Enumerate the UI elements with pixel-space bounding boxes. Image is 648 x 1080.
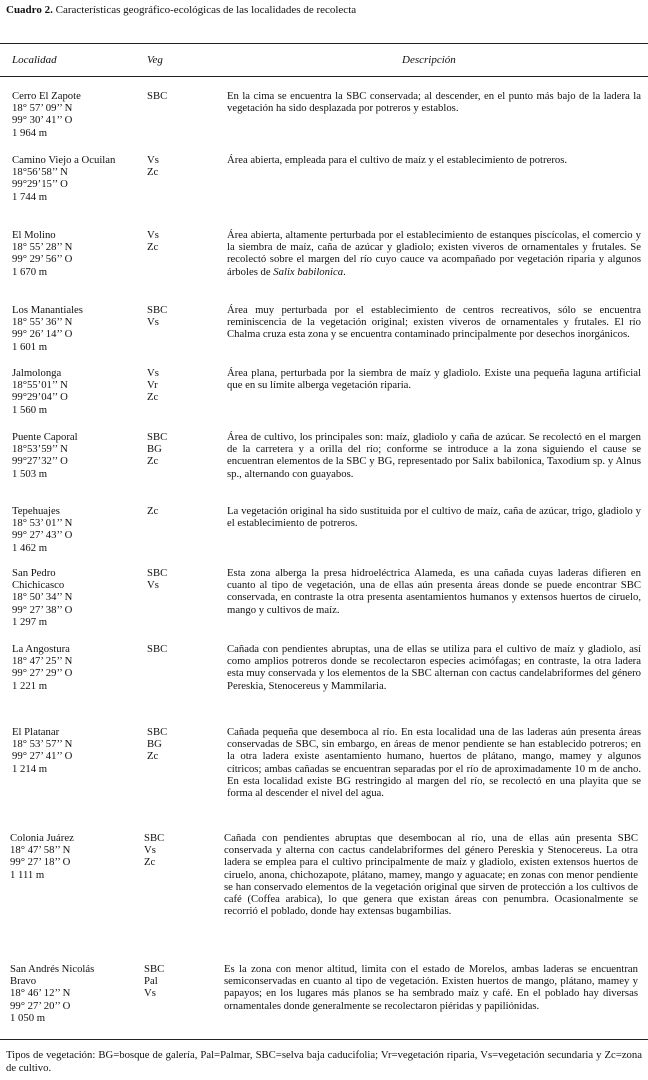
row-descripcion: Esta zona alberga la presa hidroeléctrica Alameda, es una cañada cuyas laderas difieren en cuanto al tipo de vegetación, una de ellas aún presenta áreas donde se puede encontrar SBC conservada, en contraste la otra presenta asentamientos humanos y extensos huertos de ciruelo, mango y cultivos de maíz. [227,567,641,616]
row-localidad: Colonia Juárez 18° 47’ 58’’ N 99° 27’ 18’’ O 1 111 m [10,832,74,881]
table-footnote: Tipos de vegetación: BG=bosque de galería, Pal=Palmar, SBC=selva baja caducifolia; Vr=vegetación riparia, Vs=vegetación secundaria y Zc=zona de cultivo. [6,1049,642,1074]
row-localidad: San Pedro Chichicasco 18° 50’ 34’’ N 99° 27’ 38’’ O 1 297 m [12,567,73,628]
row-localidad: Camino Viejo a Ocuilan 18°56’58’’ N 99°29’15’’ O 1 744 m [12,154,116,203]
row-descripcion: Cañada con pendientes abruptas que desembocan al río, una de ellas aún presenta SBC conservada y alterna con cactus candelabriformes del género Pereskia y Stenocereus. La otra ladera se emplea para el cultivo principalmente de maíz y gladiolo, existen extensos huertos de ciruelo, anona, chichozapote, plátano, mamey, mango y aguacate; en zonas con menor pendiente se han conservado elementos de la vegetación original que sirven de protección a los cultivos de café (Coffea arabica), lo que genera que existan áreas con penumbra. Ocasionalmente se recorrió el poblado, donde hay extensas bugambilias. [224,832,638,918]
row-localidad: El Molino 18° 55’ 28’’ N 99° 29’ 56’’ O 1 670 m [12,229,73,278]
row-descripcion: Área muy perturbada por el establecimiento de centros recreativos, sólo se encuentra reminiscencia de la vegetación original; existen viveros de ornamentales y frutales. El río Chalma cruza esta zona y se encuentra contaminado principalmente por desechos inorgánicos. [227,304,641,341]
row-descripcion: La vegetación original ha sido sustituida por el cultivo de maíz, caña de azúcar, trigo, gladiolo y el establecimiento de potreros. [227,505,641,530]
bottom-rule [0,1039,648,1040]
row-descripcion: En la cima se encuentra la SBC conservada; al descender, en el punto más bajo de la ladera la vegetación ha sido desplazada por potreros y establos. [227,90,641,115]
row-descripcion: Área abierta, empleada para el cultivo de maíz y el establecimiento de potreros. [227,154,568,166]
row-localidad: San Andrés Nicolás Bravo 18° 46’ 12’’ N 99° 27’ 20’’ O 1 050 m [10,963,95,1024]
row-veg: SBC BG Zc [147,726,168,763]
row-localidad: Cerro El Zapote 18° 57’ 09’’ N 99° 30’ 41’’ O 1 964 m [12,90,81,139]
header-localidad: Localidad [12,54,57,66]
row-veg: Zc [147,505,159,517]
row-descripcion: Área abierta, altamente perturbada por el establecimiento de estanques piscícolas, el comercio y la siembra de maíz, caña de azúcar y gladiolo; existen viveros de ornamentales y frutales. Se recolectó sobre el margen del río cuyo cauce va acompañado por vegetación riparia y algunos árboles de Salix babilonica. [227,229,641,278]
row-descripcion: Cañada con pendientes abruptas, una de ellas se utiliza para el cultivo de maíz y gladiolo, así como amplios potreros donde se recolectaron especies acimófagas; en contraste, la otra ladera esta muy conservada y los elementos de la SBC alternan con cactus candelabriformes del género Pereskia, Stenocereus y Mammilaria. [227,643,641,692]
caption-label: Cuadro 2. [6,4,53,16]
row-veg: SBC [147,643,168,655]
row-localidad: Los Manantiales 18° 55’ 36’’ N 99° 26’ 14’’ O 1 601 m [12,304,83,353]
row-descripcion: Cañada pequeña que desemboca al río. En esta localidad una de las laderas aún presenta áreas conservadas de SBC, sin embargo, en áreas de menor pendiente se han establecido potreros; en la otra ladera existe asentamiento humano, huertos de plátano, mango, mamey y algunos cítricos; ambas cañadas se encuentran separadas por el río de aproximadamente 10 m de ancho. En esta localidad existe BG restringido al margen del río, se recolectó en una playita que se forma al descender el nivel del agua. [227,726,641,800]
row-veg: SBC Vs Zc [144,832,165,869]
row-veg: SBC Vs [147,304,168,329]
top-rule [0,43,648,44]
table-caption [6,4,356,16]
row-veg: Vs Zc [147,154,159,179]
row-veg: Vs Vr Zc [147,367,159,404]
row-veg: SBC Vs [147,567,168,592]
caption-title: Características geográfico-ecológicas de las localidades de recolecta [55,4,357,16]
row-veg: SBC Pal Vs [144,963,165,1000]
header-descripcion: Descripción [402,54,456,66]
row-descripcion: Es la zona con menor altitud, limita con el estado de Morelos, ambas laderas se encuentran semiconservadas en cuanto al tipo de vegetación. Existen huertos de mango, plátano, mamey y papayos; en los lugares más planos se ha sembrado maíz y café. En el poblado hay diversas ornamentales donde generalmente se recolectaron piéridas y papiliónidas. [224,963,638,1012]
row-localidad: Jalmolonga 18°55’01’’ N 99°29’04’’ O 1 560 m [12,367,68,416]
header-rule [0,76,648,77]
row-veg: SBC [147,90,168,102]
row-localidad: El Platanar 18° 53’ 57’’ N 99° 27’ 41’’ O 1 214 m [12,726,73,775]
row-localidad: La Angostura 18° 47’ 25’’ N 99° 27’ 29’’ O 1 221 m [12,643,73,692]
row-descripcion: Área plana, perturbada por la siembra de maíz y gladiolo. Existe una pequeña laguna artificial que en su límite alberga vegetación riparia. [227,367,641,392]
row-descripcion: Área de cultivo, los principales son: maíz, gladiolo y caña de azúcar. Se recolectó en el margen de la carretera y a orilla del río; conforme se introduce a la zona siguiendo el cause se encuentran elementos de la SBC y BG, representado por Salix babilonica, Taxodium sp. y Alnus sp., alternando con guayabos. [227,431,641,480]
row-localidad: Puente Caporal 18°53’59’’ N 99°27’32’’ O 1 503 m [12,431,78,480]
header-veg: Veg [147,54,163,66]
row-veg: Vs Zc [147,229,159,254]
row-veg: SBC BG Zc [147,431,168,468]
row-localidad: Tepehuajes 18° 53’ 01’’ N 99° 27’ 43’’ O 1 462 m [12,505,73,554]
